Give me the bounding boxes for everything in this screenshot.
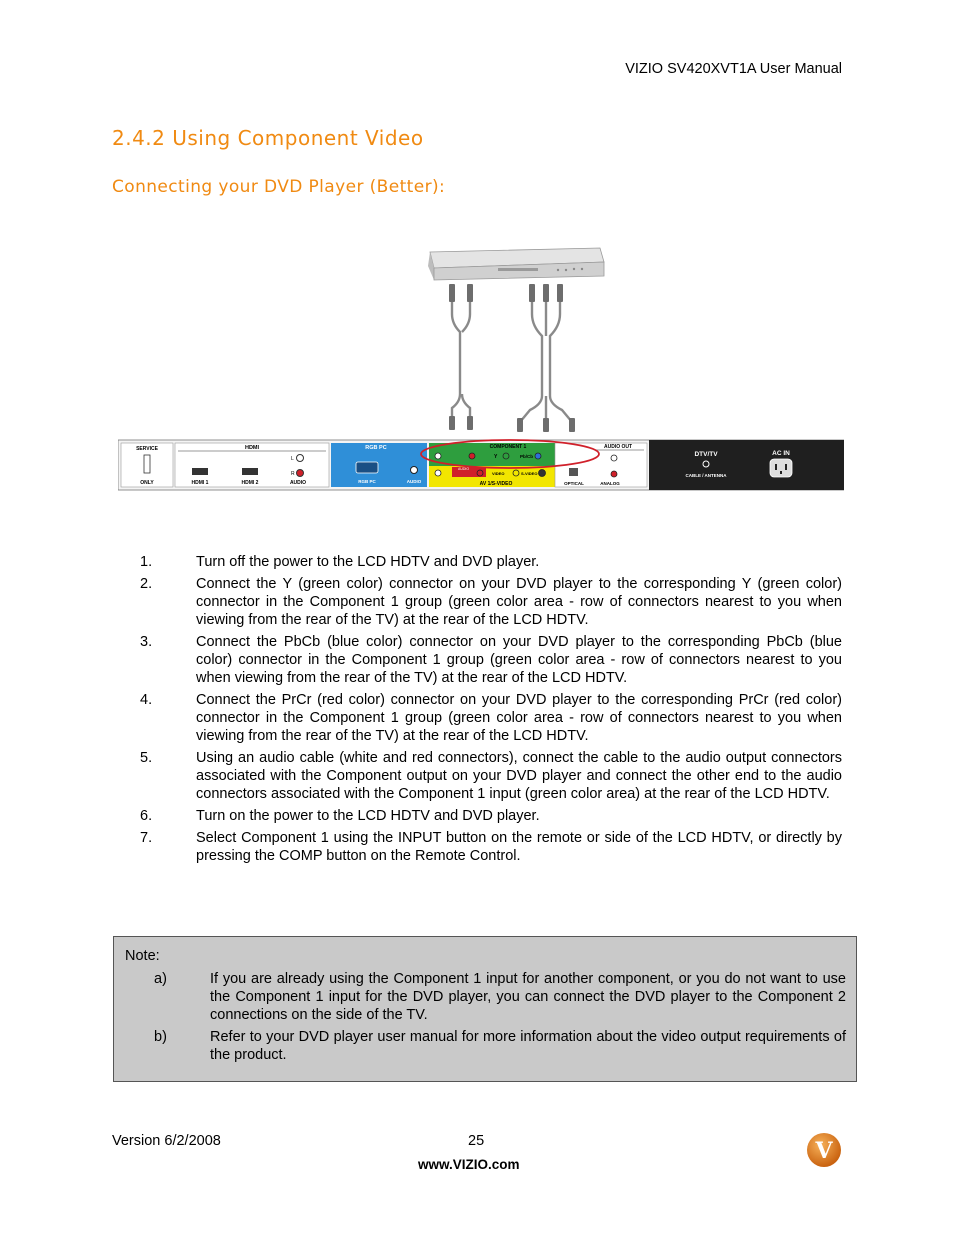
step-item xyxy=(140,633,842,687)
note-letter: b) xyxy=(154,1029,167,1045)
note-items xyxy=(154,970,846,1068)
step-item xyxy=(140,691,842,745)
step-item xyxy=(140,807,842,825)
logo-letter: V xyxy=(815,1138,833,1164)
panel-label-av-svideo: S-VIDEO xyxy=(521,471,538,476)
panel-label-optical: OPTICAL xyxy=(564,481,584,486)
footer-url: www.VIZIO.com xyxy=(418,1157,520,1172)
step-number: 6. xyxy=(140,808,153,824)
section-title: 2.4.2 Using Component Video xyxy=(112,126,424,150)
panel-label-only: ONLY xyxy=(140,480,154,486)
panel-label-audio-r: R xyxy=(291,471,295,477)
tv-rear-panel xyxy=(118,440,844,490)
panel-label-analog: ANALOG xyxy=(600,481,620,486)
step-number: 5. xyxy=(140,750,153,766)
section-subtitle: Connecting your DVD Player (Better): xyxy=(112,177,446,197)
panel-label-audio-out: AUDIO OUT xyxy=(603,444,633,450)
panel-label-av-audio: AUDIO xyxy=(458,467,470,471)
footer-version: Version 6/2/2008 xyxy=(112,1133,221,1149)
step-text: Connect the PbCb (blue color) connector on your DVD player to the corresponding PbCb (blue color) connector in the Component 1 group (green color area - row of connectors nearest to you when viewing from the rear of the TV) at the rear of the LCD HDTV. xyxy=(196,634,842,686)
panel-label-rgb-pc: RGB PC xyxy=(365,445,387,451)
step-number: 3. xyxy=(140,634,153,650)
component-cable-illustration xyxy=(520,300,572,422)
step-item xyxy=(140,749,842,803)
panel-label-service: SERVICE xyxy=(136,446,158,452)
dvd-player-illustration xyxy=(428,248,604,280)
panel-label-hdmi: HDMI xyxy=(244,445,260,451)
step-item xyxy=(140,575,842,629)
note-letter: a) xyxy=(154,971,167,987)
note-box xyxy=(113,936,857,1082)
step-text: Turn off the power to the LCD HDTV and DVD player. xyxy=(196,554,540,570)
step-number: 7. xyxy=(140,830,153,846)
audio-cable-illustration xyxy=(452,300,470,420)
panel-label-comp-pb: Pb/Cb xyxy=(520,454,533,459)
note-item xyxy=(154,1028,846,1064)
step-text: Using an audio cable (white and red connectors), connect the cable to the audio output connectors associated with the Component output on your DVD player and connect the other end to the audio connectors associated with the Component 1 input (green color area) at the rear of the LCD HDTV. xyxy=(196,750,842,802)
step-text: Select Component 1 using the INPUT button on the remote or side of the LCD HDTV, or directly by pressing the COMP button on the Remote Control. xyxy=(196,830,842,864)
note-label: Note: xyxy=(125,948,160,964)
panel-label-av1: AV 1/S-VIDEO xyxy=(479,481,513,487)
step-number: 1. xyxy=(140,554,153,570)
page-number: 25 xyxy=(468,1133,485,1149)
panel-label-comp-y: Y xyxy=(494,454,498,460)
note-item xyxy=(154,970,846,1024)
step-text: Connect the Y (green color) connector on your DVD player to the corresponding Y (green color) connector in the Component 1 group (green color area - row of connectors nearest to you when viewing from the rear of the TV) at the rear of the LCD HDTV. xyxy=(196,576,842,628)
step-item xyxy=(140,829,842,865)
connection-diagram xyxy=(118,240,844,492)
panel-label-cable-antenna: CABLE / ANTENNA xyxy=(685,473,727,478)
panel-label-hdmi2: HDMI 2 xyxy=(241,480,259,486)
panel-label-ac-in: AC IN xyxy=(772,450,790,457)
step-number: 2. xyxy=(140,576,153,592)
note-text: If you are already using the Component 1 input for another component, or you do not want to use the Component 1 input for the DVD player, you can connect the DVD player to the Component 2 connections on the side of the TV. xyxy=(210,971,846,1023)
panel-label-hdmi1: HDMI 1 xyxy=(191,480,209,486)
step-number: 4. xyxy=(140,692,153,708)
panel-label-dtv: DTV/TV xyxy=(694,451,718,458)
panel-label-audio-l: L xyxy=(291,456,294,462)
instruction-list xyxy=(140,553,842,869)
step-text: Connect the PrCr (red color) connector on your DVD player to the corresponding PrCr (red color) connector in the Component 1 group (green color area - row of connectors nearest to you when viewing from the rear of the TV) at the rear of the LCD HDTV. xyxy=(196,692,842,744)
panel-label-component1: COMPONENT 1 xyxy=(489,444,527,450)
panel-label-rgb-pc-bottom: RGB PC xyxy=(358,479,376,484)
step-item xyxy=(140,553,842,571)
note-text: Refer to your DVD player user manual for more information about the video output requirements of the product. xyxy=(210,1029,846,1063)
panel-label-rgb-audio: AUDIO xyxy=(406,479,422,484)
step-text: Turn on the power to the LCD HDTV and DVD player. xyxy=(196,808,540,824)
header-title: VIZIO SV420XVT1A User Manual xyxy=(625,61,842,77)
vizio-logo-icon xyxy=(804,1129,844,1169)
panel-label-av-video: VIDEO xyxy=(492,471,505,476)
panel-label-audio: AUDIO xyxy=(289,480,307,486)
